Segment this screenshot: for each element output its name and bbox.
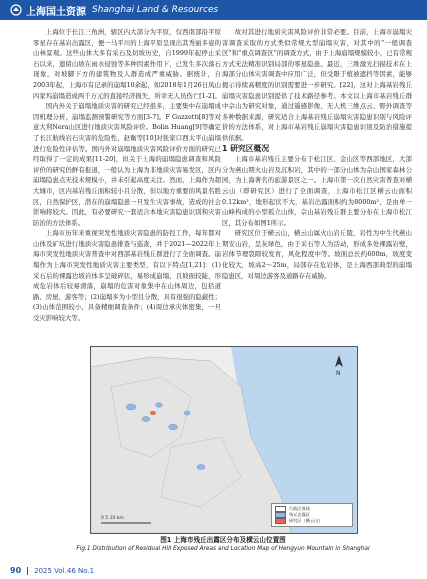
map-legend <box>271 503 353 527</box>
left-paragraph-1: 上海位于长江三角洲，辖区内大部分为平原，仅西南部沿平原零星存在基岩出露区，便一马平川的上海平原呈现出其秀丽多姿的山林景观。这些山体大多有采石及切坡历史，自1999年起停止采石以来，遗留山坡在雨水侵蚀等多种因素作用下，已发生多次落石现象，对坡脚下方的建筑物及人群造成严重威胁。据统计，自2003年起，上海市有记录的崩塌10余起，如2018年1月26日凤山四家坞崩塌造成两千万元的直接经济损失，所幸无人员伤亡[1-2]。 <box>33 28 221 100</box>
right-paragraph-1: 故对其进行地质灾害风险评价非常必要。目前，上海市崩塌灾害调查采取的方式类似常规大型崩塌灾害，对其中的“一般调查区”和“重点调查区”的调查方式，由于上海崩塌规模较小，已有常规方式无法精准识别局部的零星隐患。最近，三维激光扫描技术在上海部分山体灾害调查中应用广泛，但受限于植被遮挡等因素，能够揭示待续高精度的识别需要进一步研究。[22]，这对上海基岩残丘崩塌灾害隐患识别提供了技术路径参考。本文以上海市基岩残丘群中佘山为研究对象，通过遥感影像、无人机三维点云、野外调查等多种数据来源，研究适合上海基岩残丘崩塌灾害隐患识别与风险评价的方法体系，对上海市基岩残丘崩塌灾害隐患识别及防治措施提供依据。 <box>222 28 412 142</box>
issue-info: 2025 Vol.46 No.1 <box>34 566 95 575</box>
left-paragraph-3: 上海市历年来重视突发性地质灾害隐患的防控工作，每年都对山体及矿坑进行地质灾害隐患排查与巡查，并于2021—2022年上海市突发性地质灾害普查中对西部基岩残丘群进行了全面调查。崩塌作为上海市突发性地质灾害主要类型，有以下特点[1,21]：(1)采石后的裸露边坡岩体多呈破碎状，易形成崩塌，且坡面较陡，形成危岩体后较易滑落，崩塌的危害对象集中在山体周边，包括道路、房屋、游客等；(2)崩塌多为小型且分散，具有很强的隐蔽性；(3)山体范围较小，具备精细调查条件；(4)周边承灾体密集，一旦受灾影响较大等。 <box>33 229 221 323</box>
legend-swatch <box>275 518 286 524</box>
legend-item <box>275 518 349 524</box>
footer-divider <box>27 567 28 575</box>
legend-label: 行政区界线 <box>289 506 310 511</box>
legend-label: 研究区（横云山） <box>289 518 323 523</box>
section-paragraph-2: 研究区位于横云山，横云山属火山岩丘陵，岩性为中生代燕山期安山岩，呈灰绿色，由于采石等人为活动，形成多处裸露岩壁，岩体节理裂隙较发育，风化程度中等。坡面总长约600m，坡度变化较大，坡高2～25m，局部存在危岩体，是上海西部典型的崩塌隐患区，对周边游客及道路存在威胁。 <box>222 229 412 280</box>
figure-caption-cn: 图1 上海市残丘出露区分布及横云山位置图 <box>160 536 286 544</box>
page-number: 90 <box>10 566 22 575</box>
section-paragraph-1: 上海市基岩残丘主要分布于松江区、金山区等西部地区，大部分为燕山期火山岩及沉积岩，其中的一部分山体为佘山国家森林公园，为上海著名的旅游景区之一。上海市第一次自然灾害普查对横云山（即研究区）进行了全面调查，上海市松江区横云山面积0.12km²，地形起伏不大，基岩出露面积约为8000m²，是由单一山峰构成的小型孤立山体，佘山基岩残丘群主要分布在上海市松江区，其分布如图1所示。 <box>222 155 412 227</box>
left-column <box>33 27 221 324</box>
left-paragraph-2: 国内外关于崩塌地质灾害的研究已经很多，主要集中在崩塌成因机理分析、崩塌监测预警研究等方面[3-7]。F Guzzetti[8]等对意大利Nera山区进行地质灾害风险评价。Bolin Huang[9]等确定了长江航线岩石灾害的危险性，赵衡等[10]对张家口西太平山崩塌进行危险性评估等。国内外对崩塌地质灾害风险评价方面的研究已经取得了一定的成果[11-20]，但关于上海的崩塌隐患调查和风险评价的研究仍鲜有报道，一般认为上海为非地质灾害易发区，区内崩塌隐患点无技术规模小，并未引起高度关注。然而，上海作为超大城市，区内基岩残丘面积较小且分散，但以地方重要的风景名胜区，自然保护区，潜在的崩塌隐患一旦发生灾害事故，造成的社会影响将较大。因此，有必要研究一套适合本地灾害隐患识别和灾害防治的方法体系。 <box>33 102 221 227</box>
right-column <box>222 27 412 281</box>
section-heading: 1 研究区概况 <box>222 143 270 153</box>
legend-label: 残丘出露区 <box>289 512 310 517</box>
journal-logo-icon <box>10 4 22 16</box>
journal-header <box>0 0 427 20</box>
scale-label: 0 5 10 km <box>101 516 124 521</box>
journal-subtitle: Shanghai Land & Resources <box>92 5 219 15</box>
location-map-figure <box>90 346 358 534</box>
north-label: N <box>336 370 341 377</box>
page-footer <box>10 566 94 575</box>
journal-title: 上海国土资源 <box>26 6 86 18</box>
figure-caption-en: Fig.1 Distribution of Residual Hill Exposed Areas and Location Map of Hengyun Mountain in Shanghai <box>76 546 370 552</box>
